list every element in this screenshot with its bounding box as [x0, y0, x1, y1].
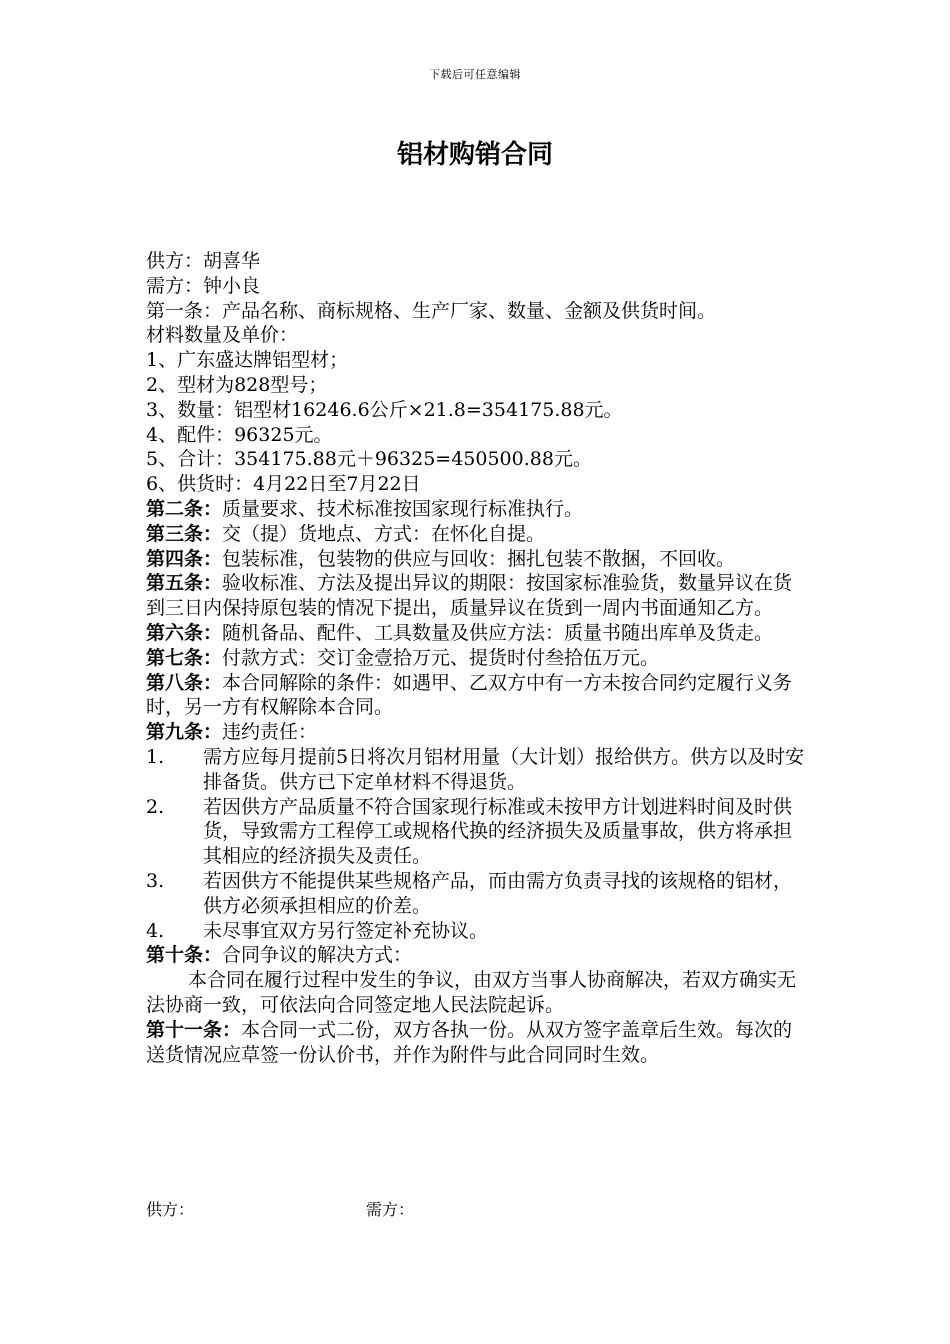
article-9 — [146, 720, 810, 745]
article-6-label: 第六条： — [146, 621, 223, 644]
article-7 — [146, 646, 810, 671]
item-4: 4、配件：96325元。 — [146, 423, 333, 446]
article-9-text: 违约责任： — [222, 721, 318, 744]
buyer-line: 需方：钟小良 — [146, 274, 261, 297]
article-7-text: 付款方式：交订金壹拾万元、提货时付叁拾伍万元。 — [222, 646, 660, 669]
item-5: 5、合计：354175.88元＋96325=450500.88元。 — [146, 448, 592, 471]
supplier-line: 供方：胡喜华 — [146, 250, 261, 272]
article-8-text: 本合同解除的条件：如遇甲、乙双方中有一方未按合同约定履行义务时，另一方有权解除本合同。 — [146, 671, 793, 719]
liability-item-4 — [146, 919, 810, 944]
article-3 — [146, 522, 810, 547]
liability-text-2: 若因供方产品质量不符合国家现行标准或未按甲方计划进料时间及时供货，导致需方工程停工或规格代换的经济损失及质量事故，供方将承担其相应的经济损失及责任。 — [203, 795, 793, 868]
article-3-label: 第三条： — [146, 522, 223, 545]
liability-text-1: 需方应每月提前5日将次月铝材用量（大计划）报给供方。供方以及时安排备货。供方已下定单材料不得退货。 — [203, 745, 805, 793]
article-5-text: 验收标准、方法及提出异议的期限：按国家标准验货，数量异议在货到三日内保持原包装的情况下提出，质量异议在货到一周内书面通知乙方。 — [146, 572, 793, 620]
article-10-label: 第十条： — [146, 944, 223, 967]
article-11 — [146, 1018, 810, 1068]
liability-num-4: 4. — [146, 919, 165, 942]
liability-item-2 — [146, 795, 810, 869]
article-11-label: 第十一条： — [146, 1018, 242, 1041]
liability-text-4: 未尽事宜双方另行签定补充协议。 — [203, 919, 489, 942]
item-3: 3、数量：铝型材16246.6公斤×21.8=354175.88元。 — [146, 398, 623, 421]
article-2-text: 质量要求、技术标准按国家现行标准执行。 — [222, 497, 584, 520]
liability-item-1 — [146, 745, 810, 795]
document-title: 铝材购销合同 — [396, 140, 553, 170]
article-5-label: 第五条： — [146, 572, 223, 595]
article-1-label: 第一条： — [146, 299, 223, 322]
article-4-text: 包装标准，包装物的供应与回收：捆扎包装不散捆，不回收。 — [222, 547, 736, 570]
item-1: 1、广东盛达牌铝型材； — [146, 349, 349, 372]
article-2 — [146, 497, 810, 522]
article-3-text: 交（提）货地点、方式：在怀化自提。 — [222, 522, 546, 545]
article-4 — [146, 547, 810, 572]
article-7-label: 第七条： — [146, 646, 223, 669]
article-2-label: 第二条： — [146, 497, 223, 520]
article-10-text: 合同争议的解决方式： — [222, 944, 413, 967]
liability-item-3 — [146, 869, 810, 919]
article-11-text: 本合同一式二份，双方各执一份。从双方签字盖章后生效。每次的送货情况应草签一份认价书，并作为附件与此合同同时生效。 — [146, 1018, 793, 1066]
article-6-text: 随机备品、配件、工具数量及供应方法：质量书随出库单及货走。 — [222, 621, 774, 644]
liability-text-3: 若因供方不能提供某些规格产品，而由需方负责寻找的该规格的铝材，供方必须承担相应的价差。 — [203, 869, 793, 917]
liability-num-1: 1. — [146, 745, 165, 768]
article-8 — [146, 671, 810, 721]
liability-num-2: 2. — [146, 795, 165, 818]
article-1-text: 产品名称、商标规格、生产厂家、数量、金额及供货时间。 — [222, 299, 717, 322]
page-header: 下载后可任意编辑 — [429, 68, 521, 81]
article-6 — [146, 621, 810, 646]
article-4-label: 第四条： — [146, 547, 223, 570]
article-8-label: 第八条： — [146, 671, 223, 694]
materials-heading: 材料数量及单价： — [146, 324, 299, 347]
article-10 — [146, 943, 810, 968]
buyer-signature-label: 需方： — [366, 1200, 415, 1219]
article-5 — [146, 571, 810, 621]
contract-body — [146, 249, 810, 1067]
article-1 — [146, 299, 810, 324]
item-2: 2、型材为828型号； — [146, 373, 328, 396]
liability-num-3: 3. — [146, 869, 165, 892]
item-6: 6、供货时：4月22日至7月22日 — [146, 473, 421, 496]
article-10-body: 本合同在履行过程中发生的争议，由双方当事人协商解决，若双方确实无法协商一致，可依法向合同签定地人民法院起诉。 — [146, 969, 797, 1016]
supplier-signature-label: 供方： — [146, 1200, 195, 1219]
article-9-label: 第九条： — [146, 721, 223, 744]
